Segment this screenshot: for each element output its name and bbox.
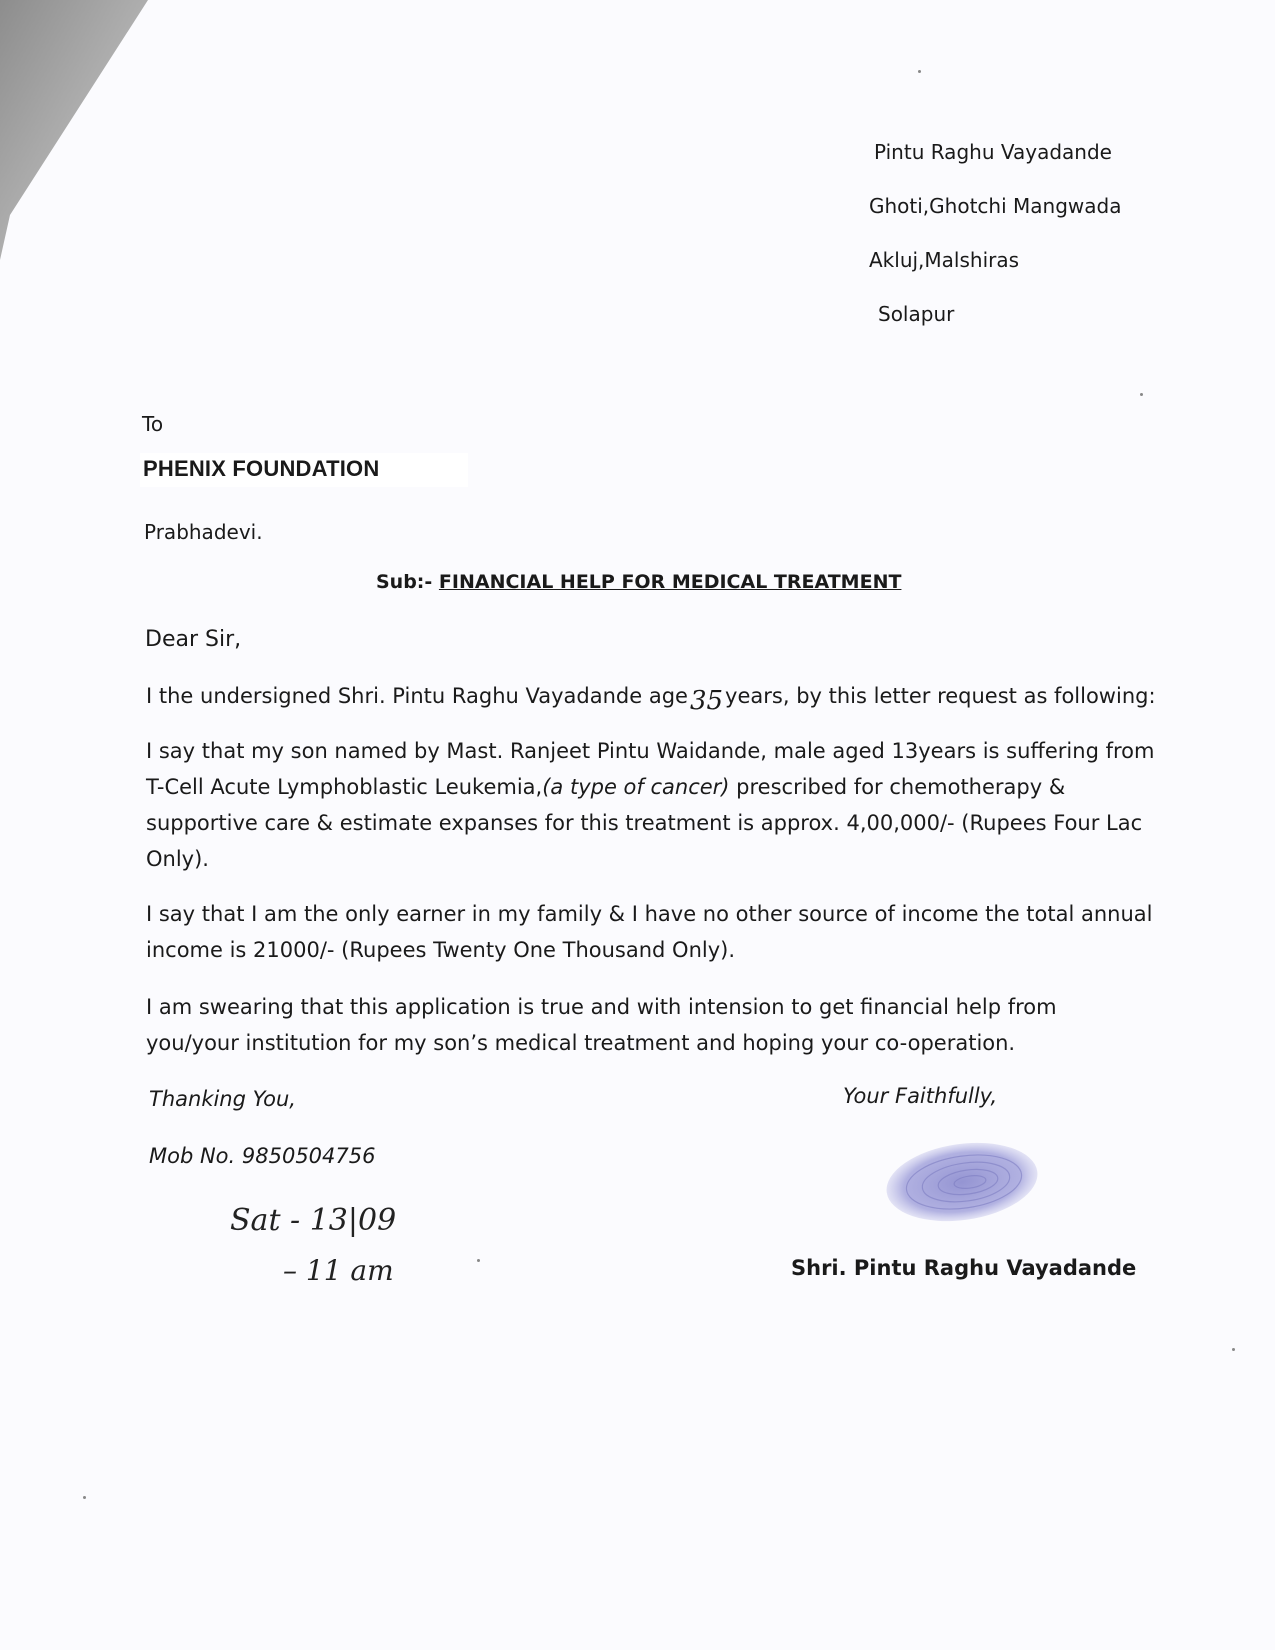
sender-name: Pintu Raghu Vayadande — [874, 140, 1112, 164]
diagnosis-italic-note: (a type of cancer) — [542, 775, 730, 799]
scan-speck — [83, 1496, 86, 1499]
scan-speck — [1232, 1348, 1235, 1351]
intro-before-age: I the undersigned Shri. Pintu Raghu Vayadande age — [146, 684, 688, 708]
scanned-page-corner-fold — [0, 0, 160, 260]
sender-address-line1: Ghoti,Ghotchi Mangwada — [869, 194, 1122, 218]
subject-line — [376, 571, 901, 593]
subject-text: FINANCIAL HELP FOR MEDICAL TREATMENT — [438, 571, 902, 593]
to-label: To — [142, 412, 164, 436]
intro-paragraph — [146, 678, 1156, 719]
sender-address-line3: Solapur — [878, 302, 955, 326]
handwritten-age: 35 — [689, 686, 724, 716]
recipient-organization: PHENIX FOUNDATION — [143, 456, 380, 481]
mobile-number: Mob No. 9850504756 — [149, 1144, 376, 1168]
valediction: Your Faithfully, — [843, 1084, 998, 1108]
sender-address-line2: Akluj,Malshiras — [869, 248, 1020, 272]
scan-speck — [1140, 393, 1143, 396]
paragraph-declaration: I am swearing that this application is true and with intension to get financial help from you/your institution for my son’s medical treatment and hoping your co-operation. — [146, 995, 1057, 1055]
recipient-location: Prabhadevi. — [144, 520, 263, 544]
handwritten-date: Sat - 13|09 — [230, 1203, 397, 1238]
subject-prefix: Sub:- — [376, 571, 433, 593]
handwritten-time: – 11 am — [283, 1254, 394, 1287]
diagnosis-text-2: prescribed for chemotherapy & supportive care & estimate expanses for this treatment is approx. 4,00,000/- (Rupees Four Lac Only). — [146, 775, 1143, 871]
signatory-name: Shri. Pintu Raghu Vayadande — [791, 1256, 1137, 1280]
salutation: Dear Sir, — [145, 627, 242, 652]
paragraph-diagnosis — [146, 733, 1156, 877]
diagnosis-text-1: I say that my son named by Mast. Ranjeet Pintu Waidande, male aged 13years is suffering from T-Cell Acute Lymphoblastic Leukemia, — [146, 739, 1155, 799]
paragraph-income: I say that I am the only earner in my family & I have no other source of income the total annual income is 21000/- (Rupees Twenty One Thousand Only). — [146, 902, 1153, 962]
thanking-you: Thanking You, — [149, 1087, 296, 1111]
thumbprint-signature — [880, 1140, 1042, 1230]
scan-speck — [918, 70, 921, 73]
scan-speck — [477, 1259, 480, 1262]
intro-after-age: years, by this letter request as following: — [725, 684, 1156, 708]
